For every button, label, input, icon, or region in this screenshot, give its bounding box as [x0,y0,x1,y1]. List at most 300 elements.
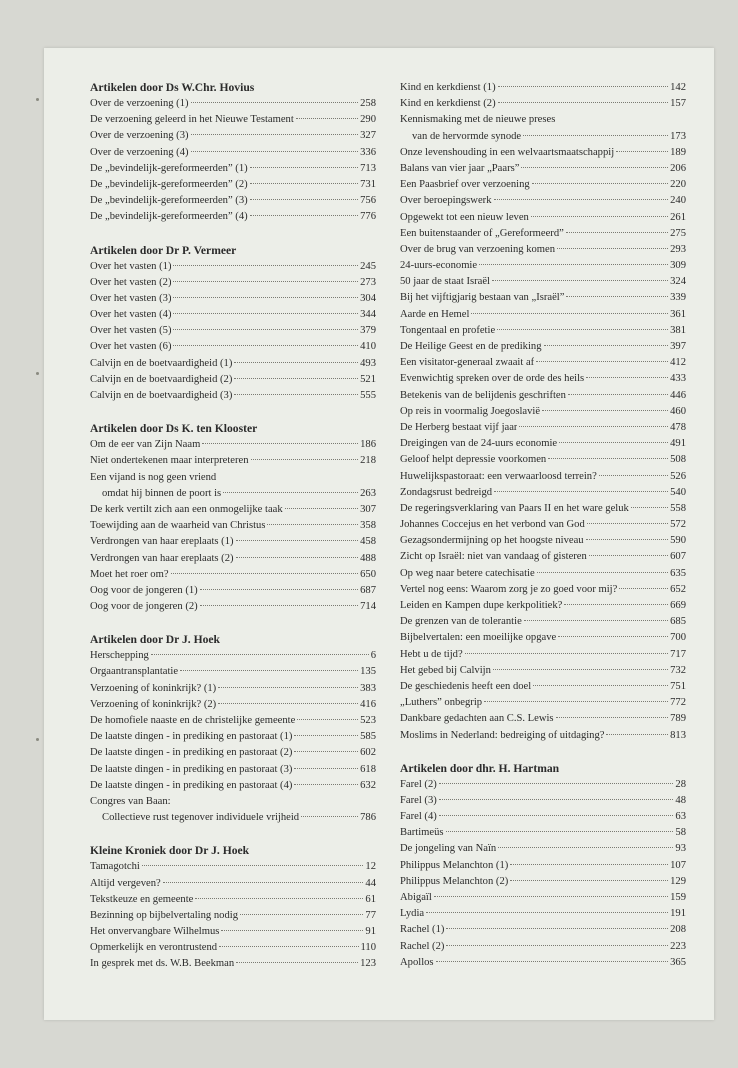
entry-title: Op reis in voormalig Joegoslavië [400,405,541,417]
index-entry [90,859,376,875]
index-entry [400,485,686,501]
dot-leader [498,86,668,87]
entry-title: Verdrongen van haar ereplaats (2) [90,552,234,564]
index-entry [400,906,686,922]
dot-leader [173,345,358,346]
entry-title: Aarde en Hemel [400,308,470,320]
entry-title: Rachel (2) [400,940,445,952]
section-title: Artikelen door Ds W.Chr. Hovius [90,81,255,94]
index-entry [400,274,686,290]
entry-title: Bezinning op bijbelvertaling nodig [90,909,238,921]
page-number: 129 [670,875,686,887]
index-entry [400,549,686,565]
index-entry [90,534,376,550]
index-entry [400,517,686,533]
index-section [90,632,376,826]
dot-leader [296,118,358,119]
index-entry [400,161,686,177]
entry-title: Oog voor de jongeren (2) [90,601,198,613]
index-entry-heading: Kennismaking met de nieuwe preses [400,114,556,126]
page-number: 6 [370,650,376,662]
dot-leader [446,928,668,929]
index-entry [90,956,376,972]
index-entry [90,745,376,761]
page-number: 223 [670,940,686,952]
index-entry [400,404,686,420]
dot-leader [523,135,668,136]
dot-leader [548,458,668,459]
right-column [400,80,686,988]
entry-title: De homofiele naaste en de christelijke gemeente [90,715,296,726]
index-entry [400,533,686,549]
page-number: 786 [360,812,376,824]
index-entry [400,695,686,711]
index-entry [90,502,376,518]
dot-leader [493,669,668,670]
index-entry [90,307,376,323]
page-number: 650 [360,568,376,580]
index-entry [400,922,686,938]
page-number: 206 [670,162,686,174]
dot-leader [494,199,669,200]
dot-leader [446,831,674,832]
entry-title: Calvijn en de boetvaardigheid (3) [90,390,233,401]
index-entry [90,339,376,355]
entry-title: Tongentaal en profetie [400,324,496,336]
entry-title: Balans van vier jaar „Paars” [400,162,520,174]
page-number: 218 [360,455,376,467]
dot-leader [568,394,668,395]
dot-leader [533,685,668,686]
dot-leader [498,102,668,103]
index-entry [400,420,686,436]
page-number: 307 [360,503,376,515]
dot-leader [234,362,358,363]
entry-title: De laatste dingen - in prediking en pastoraat (2) [90,747,293,759]
index-entry [90,356,376,372]
entry-title: Altijd vergeven? [90,877,161,889]
entry-title: Lydia [400,908,425,920]
dot-leader [151,654,369,655]
page-number: 258 [360,98,376,109]
index-entry [400,647,686,663]
page-number: 273 [360,276,376,288]
dot-leader [564,604,668,605]
dot-leader [537,572,668,573]
entry-title: Farel (2) [400,778,437,790]
page-number: 48 [675,794,686,806]
index-entry [90,323,376,339]
index-entry [400,290,686,306]
page-number: 446 [670,389,686,401]
index-entry [400,80,686,96]
entry-title: „Luthers” onbegrip [400,697,483,709]
entry-title: Abigaïl [400,892,432,903]
dot-leader [294,784,358,785]
dot-leader [439,815,674,816]
dot-leader [200,589,358,590]
entry-title: De grenzen van de tolerantie [400,616,522,628]
page-number: 381 [670,324,686,336]
dot-leader [498,847,673,848]
dot-leader [236,962,358,963]
index-entry [400,339,686,355]
index-entry [90,112,376,128]
dot-leader [250,167,358,168]
page-number: 110 [360,942,376,954]
page-number: 555 [360,390,376,401]
page-number: 245 [360,260,376,272]
index-entry [90,713,376,729]
entry-title: Op weg naar betere catechisatie [400,567,535,579]
page-number: 632 [360,779,376,791]
page-number: 526 [670,470,686,482]
dot-leader [294,768,358,769]
entry-title: Moslims in Nederland: bedreiging of uitdaging? [400,729,605,741]
page-number: 669 [670,600,686,611]
dot-leader [173,265,358,266]
entry-title: Moet het roer om? [90,568,169,580]
dot-leader [494,491,668,492]
entry-title: Over beroepingswerk [400,195,492,207]
entry-title: Evenwichtig spreken over de orde des heils [400,373,585,385]
index-section [400,761,686,971]
entry-title: Niet ondertekenen maar interpreteren [90,455,249,467]
dot-leader [191,151,359,152]
index-entry [90,161,376,177]
entry-title: Kind en kerkdienst (1) [400,82,496,93]
index-entry [400,371,686,387]
dot-leader [240,914,363,915]
index-entry [400,955,686,971]
entry-title: Opgewekt tot een nieuw leven [400,211,529,223]
dot-leader [191,102,359,103]
page-number: 290 [360,114,376,126]
dot-leader [606,734,668,735]
page-number: 687 [360,584,376,596]
entry-title: Over het vasten (3) [90,292,172,304]
page-number: 714 [360,601,376,613]
index-entry [90,145,376,161]
page-number: 135 [360,666,376,678]
page-number: 540 [670,486,686,498]
dot-leader [173,297,358,298]
page-number: 61 [365,893,376,905]
index-entry [90,908,376,924]
dot-leader [492,280,668,281]
dot-leader [294,751,358,752]
index-entry [90,259,376,275]
page-number: 93 [675,843,686,855]
entry-title: Over het vasten (5) [90,325,172,337]
page-number: 478 [670,421,686,433]
entry-title: De „bevindelijk-gereformeerden” (4) [90,211,248,223]
dot-leader [171,573,359,574]
dot-leader [510,880,668,881]
dot-leader [586,539,669,540]
dot-leader [510,864,668,865]
page-number: 491 [670,438,686,450]
page-number: 416 [360,698,376,710]
dot-leader [536,361,668,362]
entry-title: Het onvervangbare Wilhelmus [90,926,220,938]
index-entry [90,729,376,745]
index-entry [400,582,686,598]
index-entry [90,275,376,291]
page-number: 107 [670,859,686,871]
index-entry [400,566,686,582]
entry-title: Herschepping [90,650,149,662]
index-section [90,843,376,972]
index-entry [400,679,686,695]
dot-leader [173,281,358,282]
entry-title: Vertel nog eens: Waarom zorg je zo goed voor mij? [400,583,618,595]
entry-title: Over het vasten (4) [90,309,172,321]
dot-leader [250,199,358,200]
entry-title: Huwelijkspastoraat: een verwaarloosd terrein? [400,470,597,482]
dot-leader [195,898,363,899]
entry-title: Zondagsrust bedreigd [400,486,493,498]
entry-title: Apollos [400,956,434,968]
page-number: 44 [365,877,376,889]
page-number: 157 [670,98,686,110]
dot-leader [236,557,359,558]
dot-leader [234,378,358,379]
entry-title: van de hervormde synode [412,130,522,142]
dot-leader [465,653,668,654]
entry-title: Calvijn en de boetvaardigheid (1) [90,357,233,369]
entry-title: De verzoening geleerd in het Nieuwe Testament [90,114,294,126]
dot-leader [619,588,668,589]
page-number: 77 [365,909,376,921]
entry-title: Opmerkelijk en verontrustend [90,942,218,954]
entry-title: Over de brug van verzoening komen [400,243,556,255]
index-entry [400,177,686,193]
margin-mark [36,372,39,375]
dot-leader [439,799,674,800]
dot-leader [267,524,358,525]
index-entry [400,939,686,955]
index-entry [90,291,376,307]
index-entry [400,436,686,452]
dot-leader [532,183,668,184]
index-entry [90,128,376,144]
entry-title: Het gebed bij Calvijn [400,664,491,676]
dot-leader [587,523,668,524]
entry-title: De laatste dingen - in prediking en pastoraat (3) [90,763,293,775]
page-number: 58 [675,827,686,839]
index-entry [400,258,686,274]
entry-title: Een visitator-generaal zwaait af [400,357,535,369]
entry-title: Verzoening of koninkrijk? (1) [90,682,217,694]
dot-leader [566,232,668,233]
dot-leader [297,719,358,720]
page-number: 585 [360,731,376,743]
index-entry [90,924,376,940]
dot-leader [589,555,668,556]
page-number: 458 [360,536,376,548]
dot-leader [531,216,668,217]
index-entry [400,355,686,371]
entry-title: Philippus Melanchton (2) [400,875,509,887]
dot-leader [519,426,668,427]
index-entry-heading: Een vijand is nog geen vriend [90,471,217,483]
dot-leader [218,703,358,704]
page-number: 776 [360,211,376,223]
index-entry [400,825,686,841]
dot-leader [173,313,358,314]
index-entry [90,583,376,599]
entry-title: De Heilige Geest en de prediking [400,341,542,352]
index-entry [400,469,686,485]
dot-leader [559,442,668,443]
index-entry [90,551,376,567]
entry-title: Over de verzoening (3) [90,130,189,142]
page-number: 173 [670,130,686,142]
dot-leader [631,507,668,508]
page-number: 344 [360,309,376,321]
index-entry [400,598,686,614]
section-title: Artikelen door Ds K. ten Klooster [90,422,258,436]
dot-leader [544,345,669,346]
index-entry [90,697,376,713]
dot-leader [521,167,668,168]
entry-title: 24-uurs-economie [400,260,478,272]
dot-leader [484,701,668,702]
dot-leader [524,620,668,621]
dot-leader [163,882,364,883]
index-entry [90,372,376,388]
dot-leader [434,896,668,897]
page-number: 433 [670,373,686,385]
index-entry [400,226,686,242]
entry-title: De „bevindelijk-gereformeerden” (1) [90,162,248,174]
index-entry-heading: Congres van Baan: [90,795,171,807]
index-entry [90,486,376,502]
margin-mark [36,98,39,101]
index-entry [90,810,376,826]
page-number: 336 [360,146,376,158]
page-number: 365 [670,956,686,968]
dot-leader [616,151,668,152]
page-number: 28 [675,778,686,790]
dot-leader [234,394,358,395]
index-page [44,48,714,1020]
index-entry [90,681,376,697]
page-number: 327 [360,130,376,142]
entry-title: Tamagotchi [90,861,140,873]
dot-leader [542,410,668,411]
page-number: 717 [670,648,686,660]
page-number: 772 [670,697,686,709]
page-number: 63 [675,811,686,823]
dot-leader [200,605,358,606]
page-number: 12 [365,861,376,873]
entry-title: Kind en kerkdienst (2) [400,98,496,110]
entry-title: Dreigingen van de 24-uurs economie [400,438,558,450]
entry-title: Om de eer van Zijn Naam [90,439,201,451]
dot-leader [436,961,669,962]
page-number: 618 [360,763,376,775]
entry-title: Philippus Melanchton (1) [400,859,509,871]
entry-title: De „bevindelijk-gereformeerden” (2) [90,178,248,190]
dot-leader [191,134,359,135]
index-entry [400,874,686,890]
entry-title: Bijbelvertalen: een moeilijke opgave [400,632,557,644]
entry-title: Calvijn en de boetvaardigheid (2) [90,373,233,385]
index-entry [400,614,686,630]
page-number: 756 [360,195,376,207]
index-entry [400,841,686,857]
dot-leader [471,313,668,314]
entry-title: Oog voor de jongeren (1) [90,584,198,596]
entry-title: De kerk vertilt zich aan een onmogelijke taak [90,503,283,515]
index-entry [90,940,376,956]
index-entry [90,388,376,404]
entry-title: Gezagsondermijning op het hoogste niveau [400,535,584,547]
entry-title: Verzoening of koninkrijk? (2) [90,698,217,710]
index-entry [90,762,376,778]
dot-leader [173,329,358,330]
entry-title: 50 jaar de staat Israël [400,276,491,288]
index-entry [90,437,376,453]
index-entry [90,778,376,794]
page-number: 358 [360,520,376,532]
index-entry [90,664,376,680]
page-number: 159 [670,892,686,903]
entry-title: Leiden en Kampen dupe kerkpolitiek? [400,600,563,611]
index-entry [90,567,376,583]
dot-leader [586,377,668,378]
entry-title: Verdrongen van haar ereplaats (1) [90,536,234,548]
index-entry [400,630,686,646]
entry-title: Tekstkeuze en gemeente [90,893,194,905]
index-entry [400,242,686,258]
dot-leader [599,475,668,476]
dot-leader [250,215,358,216]
index-entry [400,501,686,517]
index-entry [400,728,686,744]
dot-leader [219,946,358,947]
index-entry [400,129,686,145]
dot-leader [202,443,358,444]
index-entry [400,145,686,161]
page-number: 263 [360,487,376,499]
entry-title: Geloof helpt depressie voorkomen [400,454,547,466]
dot-leader [142,865,364,866]
entry-title: Onze levenshouding in een welvaartsmaatschappij [400,146,615,158]
entry-title: Johannes Coccejus en het verbond van God [400,519,585,531]
page-number: 713 [360,162,376,174]
dot-leader [180,670,358,671]
page-number: 635 [670,567,686,579]
entry-title: Orgaantransplantatie [90,666,179,678]
index-entry [90,648,376,664]
index-entry [90,96,376,112]
page-number: 397 [670,341,686,352]
entry-title: De jongeling van Naïn [400,843,497,855]
index-entry [400,388,686,404]
entry-title: De Herberg bestaat vijf jaar [400,421,518,433]
entry-title: Over het vasten (1) [90,260,172,272]
dot-leader [223,492,358,493]
page-number: 240 [670,195,686,207]
index-entry [400,452,686,468]
page-number: 751 [670,680,686,692]
page-number: 208 [670,924,686,936]
page-number: 732 [670,664,686,676]
index-entry [90,892,376,908]
